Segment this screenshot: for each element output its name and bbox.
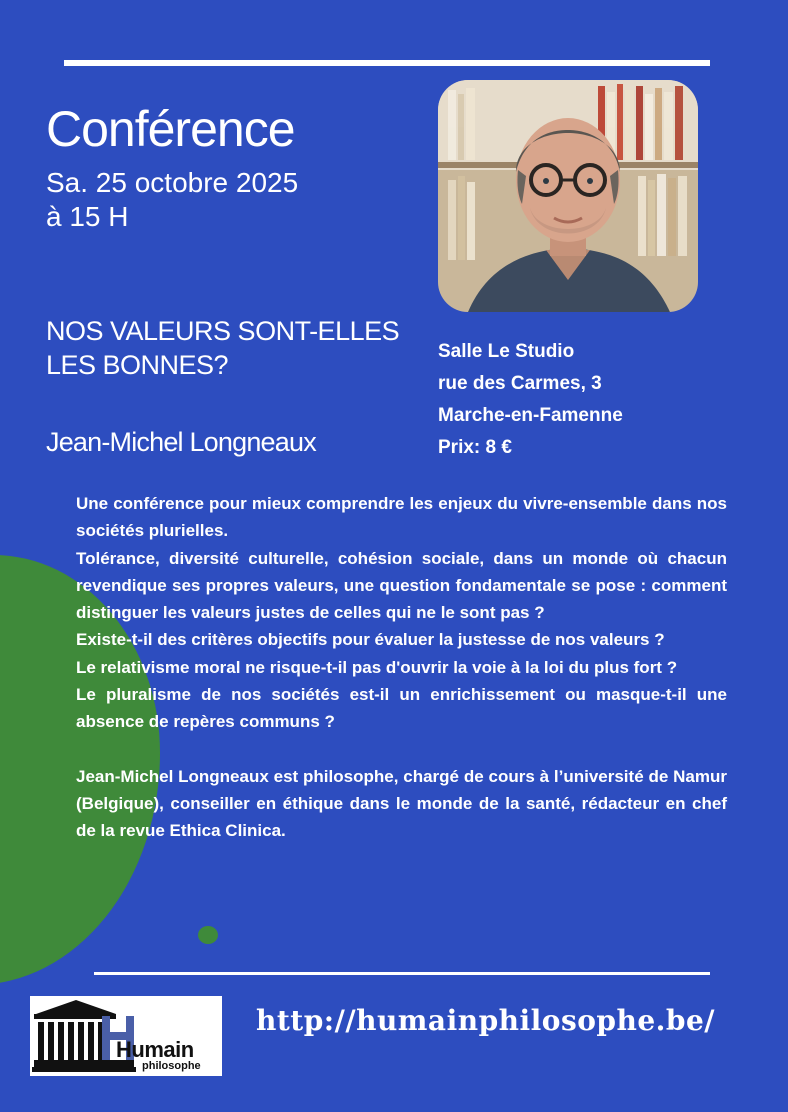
conference-topic: NOS VALEURS SONT-ELLES LES BONNES? xyxy=(46,316,400,380)
top-divider xyxy=(64,60,710,66)
event-title: Conférence xyxy=(46,101,295,157)
date-line: Sa. 25 octobre 2025 xyxy=(46,167,299,198)
description-paragraph: Une conférence pour mieux comprendre les enjeux du vivre-ensemble dans nos sociétés plurielles. xyxy=(76,494,727,541)
logo-wordmark: Humain xyxy=(116,1037,194,1062)
event-date xyxy=(46,166,298,234)
description-paragraph: Le pluralisme de nos sociétés est-il un enrichissement ou masque-t-il une absence de repères communs ? xyxy=(76,685,727,732)
description-paragraph: Tolérance, diversité culturelle, cohésion sociale, dans un monde où chacun revendique ses propres valeurs, une question fondamentale se pose : comment distinguer les valeurs justes de celles qui ne le sont pas ? xyxy=(76,548,727,623)
speaker-name: Jean-Michel Longneaux xyxy=(46,427,316,457)
bottom-divider xyxy=(94,972,710,975)
speaker-photo xyxy=(438,80,698,312)
humain-philosophe-logo[interactable] xyxy=(30,996,222,1076)
venue-info xyxy=(438,336,623,464)
paragraph-gap xyxy=(76,736,727,763)
venue-name: Salle Le Studio xyxy=(438,341,575,362)
time-line: à 15 H xyxy=(46,201,129,232)
venue-street: rue des Carmes, 3 xyxy=(438,373,602,394)
description-block xyxy=(76,490,727,845)
logo-subtitle: philosophe xyxy=(142,1060,201,1072)
website-link[interactable]: http://humainphilosophe.be/ xyxy=(256,1004,716,1037)
venue-city: Marche-en-Famenne xyxy=(438,405,623,426)
speaker-bio: Jean-Michel Longneaux est philosophe, chargé de cours à l’université de Namur (Belgique), conseiller en éthique dans le monde de la santé, rédacteur en chef de la revue Ethica Clinica. xyxy=(76,766,727,841)
ticket-price: Prix: 8 € xyxy=(438,437,512,458)
description-paragraph: Le relativisme moral ne risque-t-il pas d'ouvrir la voie à la loi du plus fort ? xyxy=(76,657,678,677)
decorative-green-dot xyxy=(198,926,218,944)
description-paragraph: Existe-t-il des critères objectifs pour évaluer la justesse de nos valeurs ? xyxy=(76,630,665,650)
